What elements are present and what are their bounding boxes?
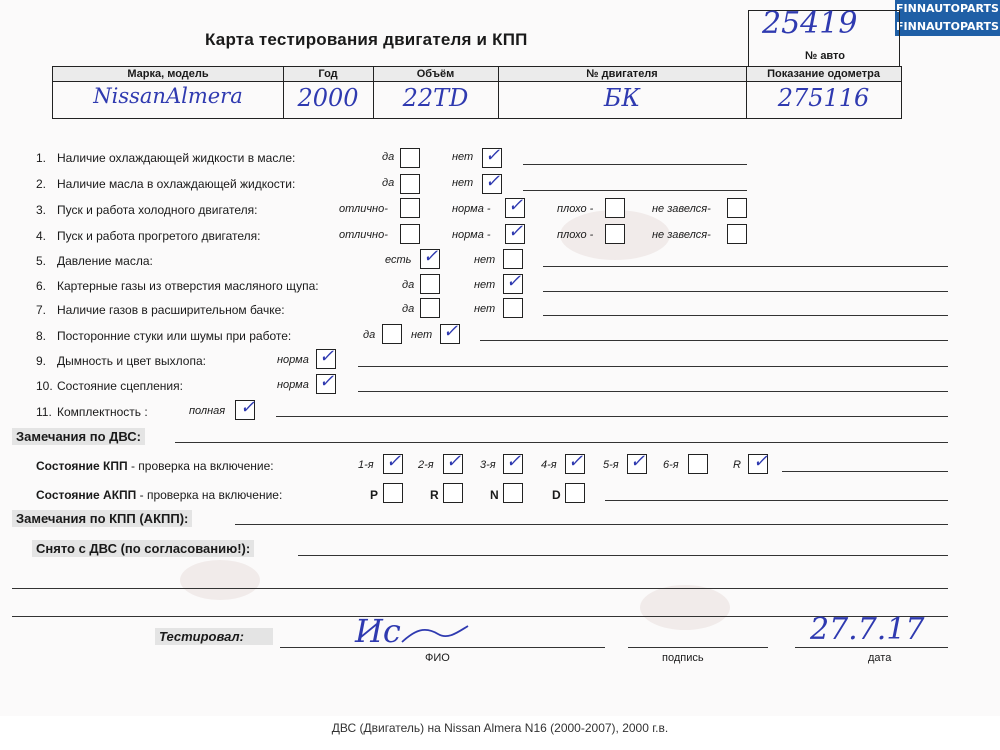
notes-line: [523, 190, 747, 191]
car-number-value: 25419: [762, 6, 858, 41]
item-label: Наличие газов в расширительном бачке:: [57, 303, 285, 317]
notes-line: [782, 471, 948, 472]
check-mark: ✓: [446, 451, 462, 472]
item-label: Состояние сцепления:: [57, 379, 183, 393]
item-number: 2.: [36, 177, 47, 191]
engine-number-value: БК: [603, 84, 641, 112]
option-label: не завелся-: [652, 229, 711, 241]
option-label: норма -: [452, 229, 491, 241]
check-mark: ✓: [319, 371, 335, 392]
option-label: да: [382, 151, 395, 163]
signature-line: [628, 647, 768, 648]
check-mark: ✓: [485, 171, 501, 192]
checkbox[interactable]: [400, 174, 420, 194]
option-label: нет: [411, 329, 433, 341]
item-label: Наличие охлаждающей жидкости в масле:: [57, 151, 296, 165]
option-label: норма -: [452, 203, 491, 215]
gear-label: 3-я: [480, 459, 496, 471]
check-mark: ✓: [508, 221, 524, 242]
item-number: 11.: [36, 405, 52, 419]
checkbox[interactable]: [503, 483, 523, 503]
notes-line: [543, 315, 948, 316]
notes-line: [175, 442, 948, 443]
notes-line: [298, 555, 948, 556]
check-mark: ✓: [630, 451, 646, 472]
checkbox[interactable]: [382, 324, 402, 344]
option-label: нет: [452, 177, 474, 189]
values-row: [52, 80, 902, 119]
option-label: да: [382, 177, 395, 189]
image-caption: ДВС (Двигатель) на Nissan Almera N16 (2000-2007), 2000 г.в.: [331, 721, 669, 735]
signature-stroke: [400, 620, 470, 648]
tested-by-heading: Тестировал:: [155, 628, 273, 645]
item-number: 9.: [36, 354, 47, 368]
col-volume: Объём: [416, 68, 455, 80]
option-label: плохо -: [557, 229, 594, 241]
checkbox[interactable]: [420, 298, 440, 318]
checkbox[interactable]: [503, 298, 523, 318]
item-label: Комплектность :: [57, 405, 148, 419]
akpp-label: Состояние АКПП - проверка на включение:: [36, 488, 283, 502]
checkbox[interactable]: [400, 148, 420, 168]
notes-line: [276, 416, 948, 417]
gear-label: 4-я: [541, 459, 557, 471]
checkbox[interactable]: [605, 224, 625, 244]
check-mark: ✓: [386, 451, 402, 472]
checkbox[interactable]: [565, 483, 585, 503]
item-label: Дымность и цвет выхлопа:: [57, 354, 206, 368]
check-mark: ✓: [508, 195, 524, 216]
notes-line: [235, 524, 948, 525]
notes-line: [523, 164, 747, 165]
make-model-value: NissanAlmera: [93, 84, 243, 108]
gear-label: P: [370, 488, 379, 502]
option-label: есть: [385, 254, 412, 266]
option-label: нет: [474, 254, 496, 266]
check-mark: ✓: [423, 246, 439, 267]
item-label: Пуск и работа прогретого двигателя:: [57, 229, 261, 243]
checkbox[interactable]: [727, 198, 747, 218]
car-number-label: № авто: [805, 50, 846, 62]
check-mark: ✓: [240, 397, 256, 418]
col-year: Год: [318, 68, 338, 80]
check-mark: ✓: [443, 321, 459, 342]
signature-label: подпись: [662, 652, 704, 664]
checkbox[interactable]: [400, 224, 420, 244]
item-label: Давление масла:: [57, 254, 153, 268]
check-mark: ✓: [506, 271, 522, 292]
notes-line: [12, 588, 948, 589]
checkbox[interactable]: [383, 483, 403, 503]
notes-line: [480, 340, 948, 341]
checkbox[interactable]: [443, 483, 463, 503]
notes-line: [543, 291, 948, 292]
year-value: 2000: [297, 84, 359, 112]
item-number: 6.: [36, 279, 47, 293]
removed-heading: Снято с ДВС (по согласованию!):: [32, 540, 254, 557]
item-label: Пуск и работа холодного двигателя:: [57, 203, 258, 217]
checkbox[interactable]: [503, 249, 523, 269]
odometer-value: 275116: [777, 84, 870, 112]
checkbox[interactable]: [420, 274, 440, 294]
option-label: да: [363, 329, 376, 341]
item-number: 4.: [36, 229, 47, 243]
gear-label: N: [490, 488, 499, 502]
notes-line: [358, 391, 948, 392]
option-label: да: [402, 303, 415, 315]
col-make-model: Марка, модель: [127, 68, 209, 80]
option-label: нет: [452, 151, 474, 163]
option-label: полная: [189, 405, 226, 417]
fio-handwritten: Ис: [355, 612, 401, 650]
gear-label: D: [552, 488, 561, 502]
option-label: отлично-: [339, 203, 388, 215]
item-label: Посторонние стуки или шумы при работе:: [57, 329, 292, 343]
notes-line: [12, 616, 948, 617]
checkbox[interactable]: [688, 454, 708, 474]
checkbox[interactable]: [400, 198, 420, 218]
checkbox[interactable]: [605, 198, 625, 218]
item-number: 1.: [36, 151, 47, 165]
date-handwritten: 27.7.17: [810, 612, 925, 647]
fio-label: ФИО: [425, 652, 450, 664]
check-mark: ✓: [506, 451, 522, 472]
col-engine-number: № двигателя: [586, 68, 658, 80]
remarks-engine-heading: Замечания по ДВС:: [12, 428, 145, 445]
check-mark: ✓: [568, 451, 584, 472]
volume-value: 22ТD: [402, 84, 469, 112]
page-title: Карта тестирования двигателя и КПП: [205, 30, 528, 49]
col-odometer: Показание одометра: [767, 68, 880, 80]
notes-line: [358, 366, 948, 367]
item-label: Наличие масла в охлаждающей жидкости:: [57, 177, 296, 191]
gear-label: 6-я: [663, 459, 679, 471]
fio-line: [280, 647, 605, 648]
item-number: 5.: [36, 254, 47, 268]
date-label: дата: [868, 652, 892, 664]
notes-line: [543, 266, 948, 267]
gear-label: R: [430, 488, 439, 502]
gear-label: 2-я: [418, 459, 434, 471]
gear-label: R: [733, 459, 741, 471]
item-number: 3.: [36, 203, 47, 217]
watermark: FINNAUTOPARTS FINNAUTOPARTS: [895, 0, 1000, 36]
date-line: [795, 647, 948, 648]
checkbox[interactable]: [727, 224, 747, 244]
item-label: Картерные газы из отверстия масляного щупа:: [57, 279, 319, 293]
option-label: нет: [474, 279, 496, 291]
kpp-label: Состояние КПП - проверка на включение:: [36, 459, 274, 473]
stain: [640, 585, 730, 630]
gear-label: 5-я: [603, 459, 619, 471]
option-label: да: [402, 279, 415, 291]
remarks-kpp-heading: Замечания по КПП (АКПП):: [12, 510, 192, 527]
vehicle-header-table: [52, 66, 900, 118]
option-label: плохо -: [557, 203, 594, 215]
gear-label: 1-я: [358, 459, 374, 471]
option-label: норма: [277, 379, 309, 391]
check-mark: ✓: [485, 145, 501, 166]
option-label: норма: [277, 354, 309, 366]
check-mark: ✓: [319, 346, 335, 367]
stain: [180, 560, 260, 600]
option-label: не завелся-: [652, 203, 711, 215]
item-number: 7.: [36, 303, 47, 317]
notes-line: [605, 500, 948, 501]
check-mark: ✓: [753, 451, 769, 472]
item-number: 8.: [36, 329, 47, 343]
option-label: нет: [474, 303, 496, 315]
item-number: 10.: [36, 379, 53, 393]
option-label: отлично-: [339, 229, 388, 241]
